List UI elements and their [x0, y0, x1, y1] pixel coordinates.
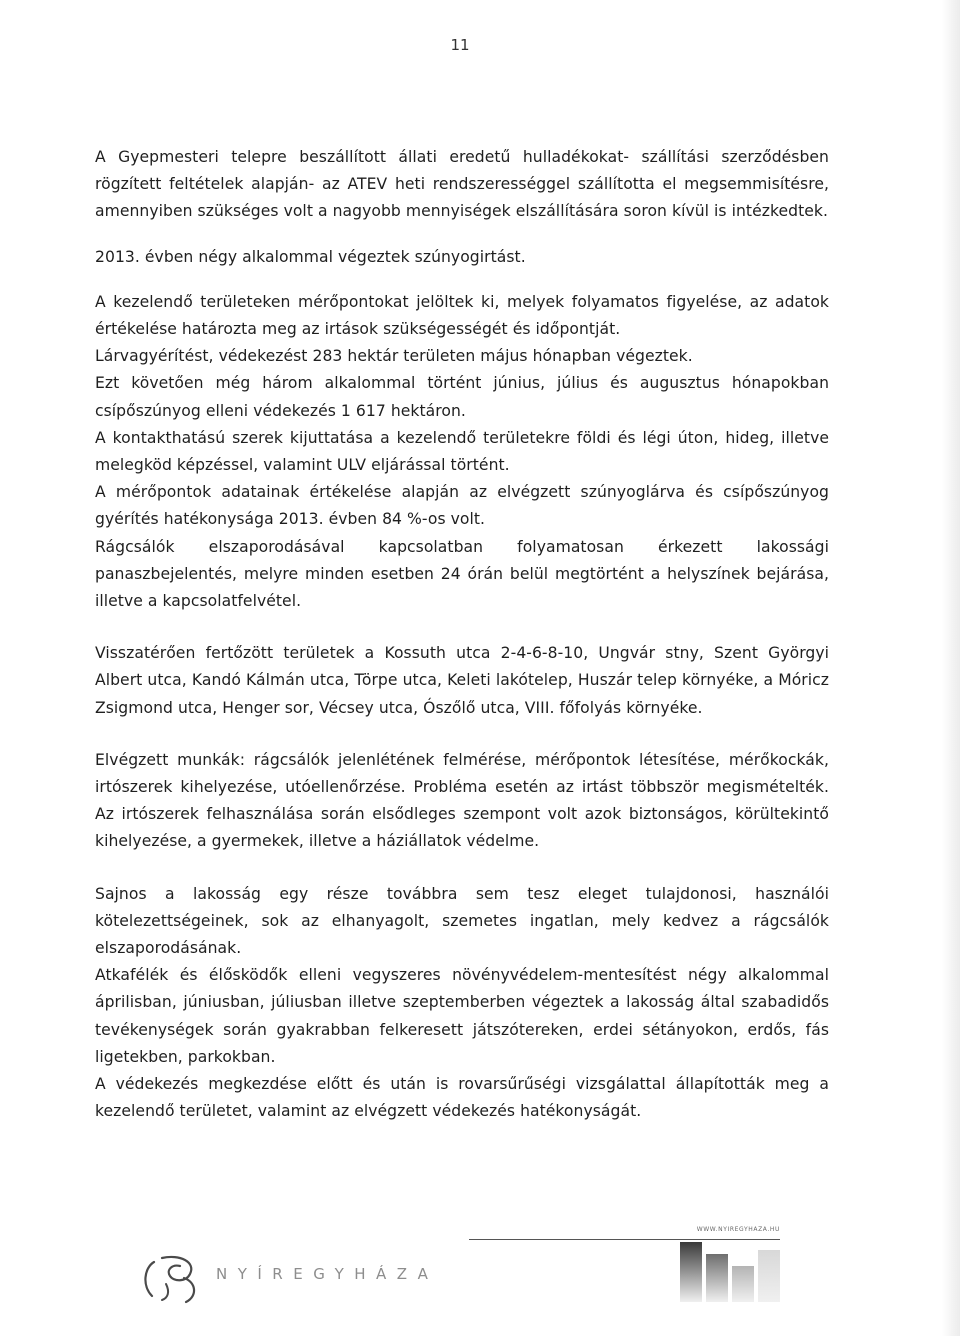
page-number: 11	[450, 36, 470, 54]
paragraph-population-obligations: Sajnos a lakosság egy része továbbra sem tesz eleget tulajdonosi, használói kötelezettségeinek, sok az elhanyagolt, szemetes ingatlan, mely kedvez a rágcsálók elszaporodásának.	[95, 884, 829, 958]
footer-logo	[140, 1248, 470, 1308]
paragraph-measuring-points: A kezelendő területeken mérőpontokat jelöltek ki, melyek folyamatos figyelése, az adatok értékelése határozta meg az irtások szükségességét és időpontját.	[95, 292, 829, 339]
paragraph-contact-agents: A kontakthatású szerek kijuttatása a kezelendő területekre földi és légi úton, hideg, illetve melegköd képzéssel, valamint ULV eljárással történt.	[95, 428, 829, 475]
footer-bar-4	[758, 1250, 780, 1302]
paragraph-waste-transport: A Gyepmesteri telepre beszállított állati eredetű hulladékokat- szállítási szerződésben rögzített feltételek alapján- az ATEV heti rendszerességgel szállította el megsemmisítésre, amennyiben szükséges volt a nagyobb mennyiségek elszállítására soron kívül is intézkedtek.	[95, 148, 829, 221]
page-edge-shadow	[942, 0, 960, 1336]
paragraph-insect-density: A védekezés megkezdése előtt és után is rovarsűrűségi vizsgálattal állapították meg a kezelendő területet, valamint az elvégzett védekezés hatékonyságát.	[95, 1075, 829, 1121]
footer-url: WWW.NYIREGYHAZA.HU	[696, 1226, 780, 1233]
nyiregyhaza-swirl-logo-icon	[140, 1252, 204, 1304]
footer-logo-text: NYÍREGYHÁZA	[216, 1265, 439, 1283]
paragraph-further-treatments: Ezt követően még három alkalommal történt június, július és augusztus hónapokban csípőszúnyog elleni védekezés 1 617 hektáron.	[95, 374, 829, 420]
footer-bar-2	[706, 1254, 728, 1302]
footer-bar-3	[732, 1266, 754, 1302]
paragraph-larva-control: Lárvagyérítést, védekezést 283 hektár területen május hónapban végeztek.	[95, 347, 693, 366]
paragraph-work-done: Elvégzett munkák: rágcsálók jelenlétének felmérése, mérőpontok létesítése, mérőkockák, irtószerek kihelyezése, utóellenőrzése. Probléma esetén az irtást többször megismételték. Az irtószerek felhasználása során elsődleges szempont volt azok biztonságos, körültekintő kihelyezése, a gyermekek, illetve a háziállatok védelme.	[95, 750, 829, 851]
paragraph-tick-control: Atkafélék és élősködők elleni vegyszeres növényvédelem-mentesítést négy alkalommal áprilisban, júniusban, júliusban illetve szeptemberben végeztek a lakosság által szabadidős tevékenységek során gyakrabban felkeresett játszótereken, erdei sétányokon, erdős, fás ligetekben, parkokban.	[95, 966, 829, 1066]
document-body	[95, 144, 829, 1126]
footer-bars	[680, 1242, 780, 1302]
paragraph-rodent-complaints: Rágcsálók elszaporodásával kapcsolatban folyamatosan érkezett lakossági panaszbejelentés, melyre minden esetben 24 órán belül megtörtént a helyszínek bejárása, illetve a kapcsolatfelvétel.	[95, 537, 829, 611]
paragraph-infected-areas: Visszatérően fertőzött területek a Kossuth utca 2-4-6-8-10, Ungvár stny, Szent Györgyi Albert utca, Kandó Kálmán utca, Törpe utca, Keleti lakótelep, Huszár telep környéke, a Móricz Zsigmond utca, Henger sor, Vécsey utca, Ószőlő utca, VIII. főfolyás környéke.	[95, 644, 829, 717]
footer-divider	[469, 1239, 780, 1240]
footer-bar-1	[680, 1242, 702, 1302]
paragraph-mosquito-count: 2013. évben négy alkalommal végeztek szúnyogirtást.	[95, 247, 526, 266]
paragraph-effectiveness: A mérőpontok adatainak értékelése alapján az elvégzett szúnyoglárva és csípőszúnyog gyérítés hatékonysága 2013. évben 84 %-os volt.	[95, 483, 829, 529]
